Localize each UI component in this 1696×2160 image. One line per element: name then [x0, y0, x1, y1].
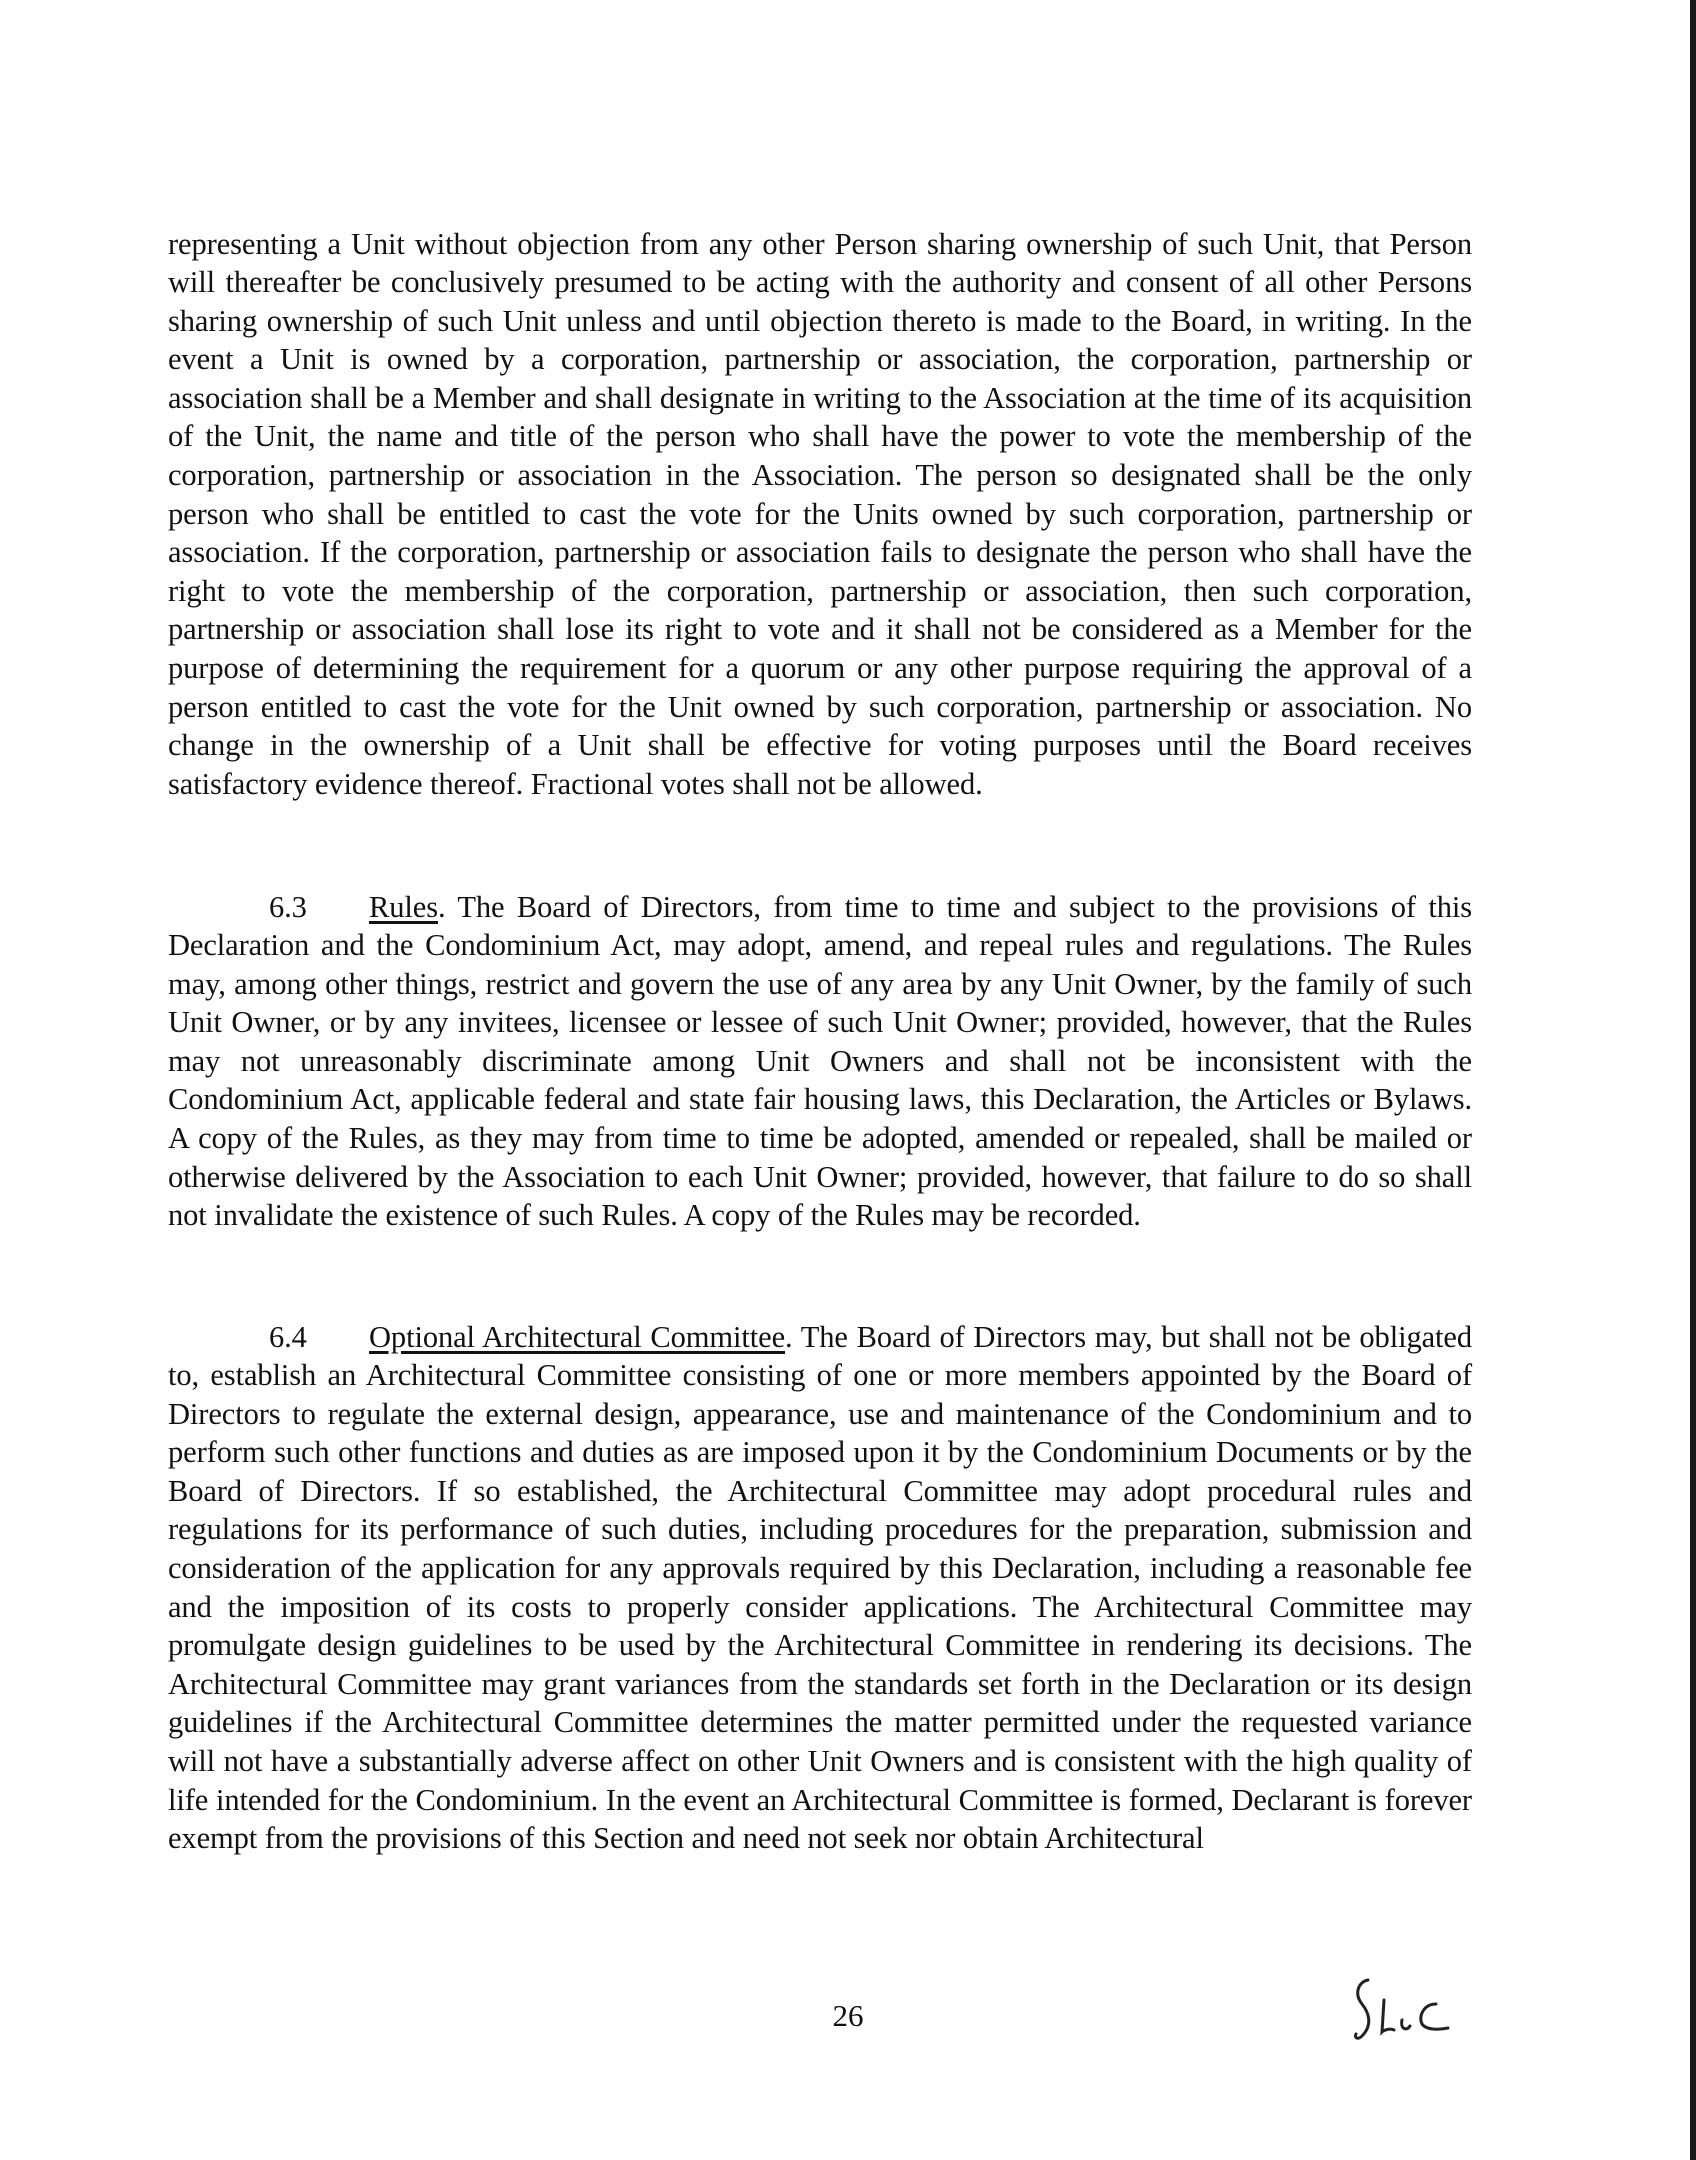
scan-edge-border	[1690, 0, 1696, 2160]
section-body: . The Board of Directors may, but shall not be obligated to, establish an Architectural Committee consisting of one or more members appointed by the Board of Directors to regulate the external design, appearance, use and maintenance of the Condominium and to perform such other functions and duties as are imposed upon it by the Condominium Documents or by the Board of Directors. If so established, the Architectural Committee may adopt procedural rules and regulations for its performance of such duties, including procedures for the preparation, submission and consideration of the application for any approvals required by this Declaration, including a reasonable fee and the imposition of its costs to properly consider applications. The Architectural Committee may promulgate design guidelines to be used by the Architectural Committee in rendering its decisions. The Architectural Committee may grant variances from the standards set forth in the Declaration or its design guidelines if the Architectural Committee determines the matter permitted under the requested variance will not have a substantially adverse affect on other Unit Owners and is consistent with the high quality of life intended for the Condominium. In the event an Architectural Committee is formed, Declarant is forever exempt from the provisions of this Section and need not seek nor obtain Architectural	[168, 1319, 1472, 1856]
page-number: 26	[832, 1998, 864, 2033]
handwritten-initials	[1350, 1970, 1460, 2050]
section-title: Rules	[369, 889, 438, 924]
section-number: 6.4	[269, 1319, 307, 1354]
section-title: Optional Architectural Committee	[369, 1319, 786, 1354]
section-6-4-paragraph	[168, 1318, 1472, 1858]
section-6-3-paragraph	[168, 888, 1472, 1235]
section-number: 6.3	[269, 889, 307, 924]
section-body: . The Board of Directors, from time to time and subject to the provisions of this Declaration and the Condominium Act, may adopt, amend, and repeal rules and regulations. The Rules may, among other things, restrict and govern the use of any area by any Unit Owner, by the family of such Unit Owner, or by any invitees, licensee or lessee of such Unit Owner; provided, however, that the Rules may not unreasonably discriminate among Unit Owners and shall not be inconsistent with the Condominium Act, applicable federal and state fair housing laws, this Declaration, the Articles or Bylaws. A copy of the Rules, as they may from time to time be adopted, amended or repealed, shall be mailed or otherwise delivered by the Association to each Unit Owner; provided, however, that failure to do so shall not invalidate the existence of such Rules. A copy of the Rules may be recorded.	[168, 889, 1472, 1233]
continuation-paragraph: representing a Unit without objection from any other Person sharing ownership of such Unit, that Person will thereafter be conclusively presumed to be acting with the authority and consent of all other Persons sharing ownership of such Unit unless and until objection thereto is made to the Board, in writing. In the event a Unit is owned by a corporation, partnership or association, the corporation, partnership or association shall be a Member and shall designate in writing to the Association at the time of its acquisition of the Unit, the name and title of the person who shall have the power to vote the membership of the corporation, partnership or association in the Association. The person so designated shall be the only person who shall be entitled to cast the vote for the Units owned by such corporation, partnership or association. If the corporation, partnership or association fails to designate the person who shall have the right to vote the membership of the corporation, partnership or association, then such corporation, partnership or association shall lose its right to vote and it shall not be considered as a Member for the purpose of determining the requirement for a quorum or any other purpose requiring the approval of a person entitled to cast the vote for the Unit owned by such corporation, partnership or association. No change in the ownership of a Unit shall be effective for voting purposes until the Board receives satisfactory evidence thereof. Fractional votes shall not be allowed.	[168, 226, 1472, 801]
